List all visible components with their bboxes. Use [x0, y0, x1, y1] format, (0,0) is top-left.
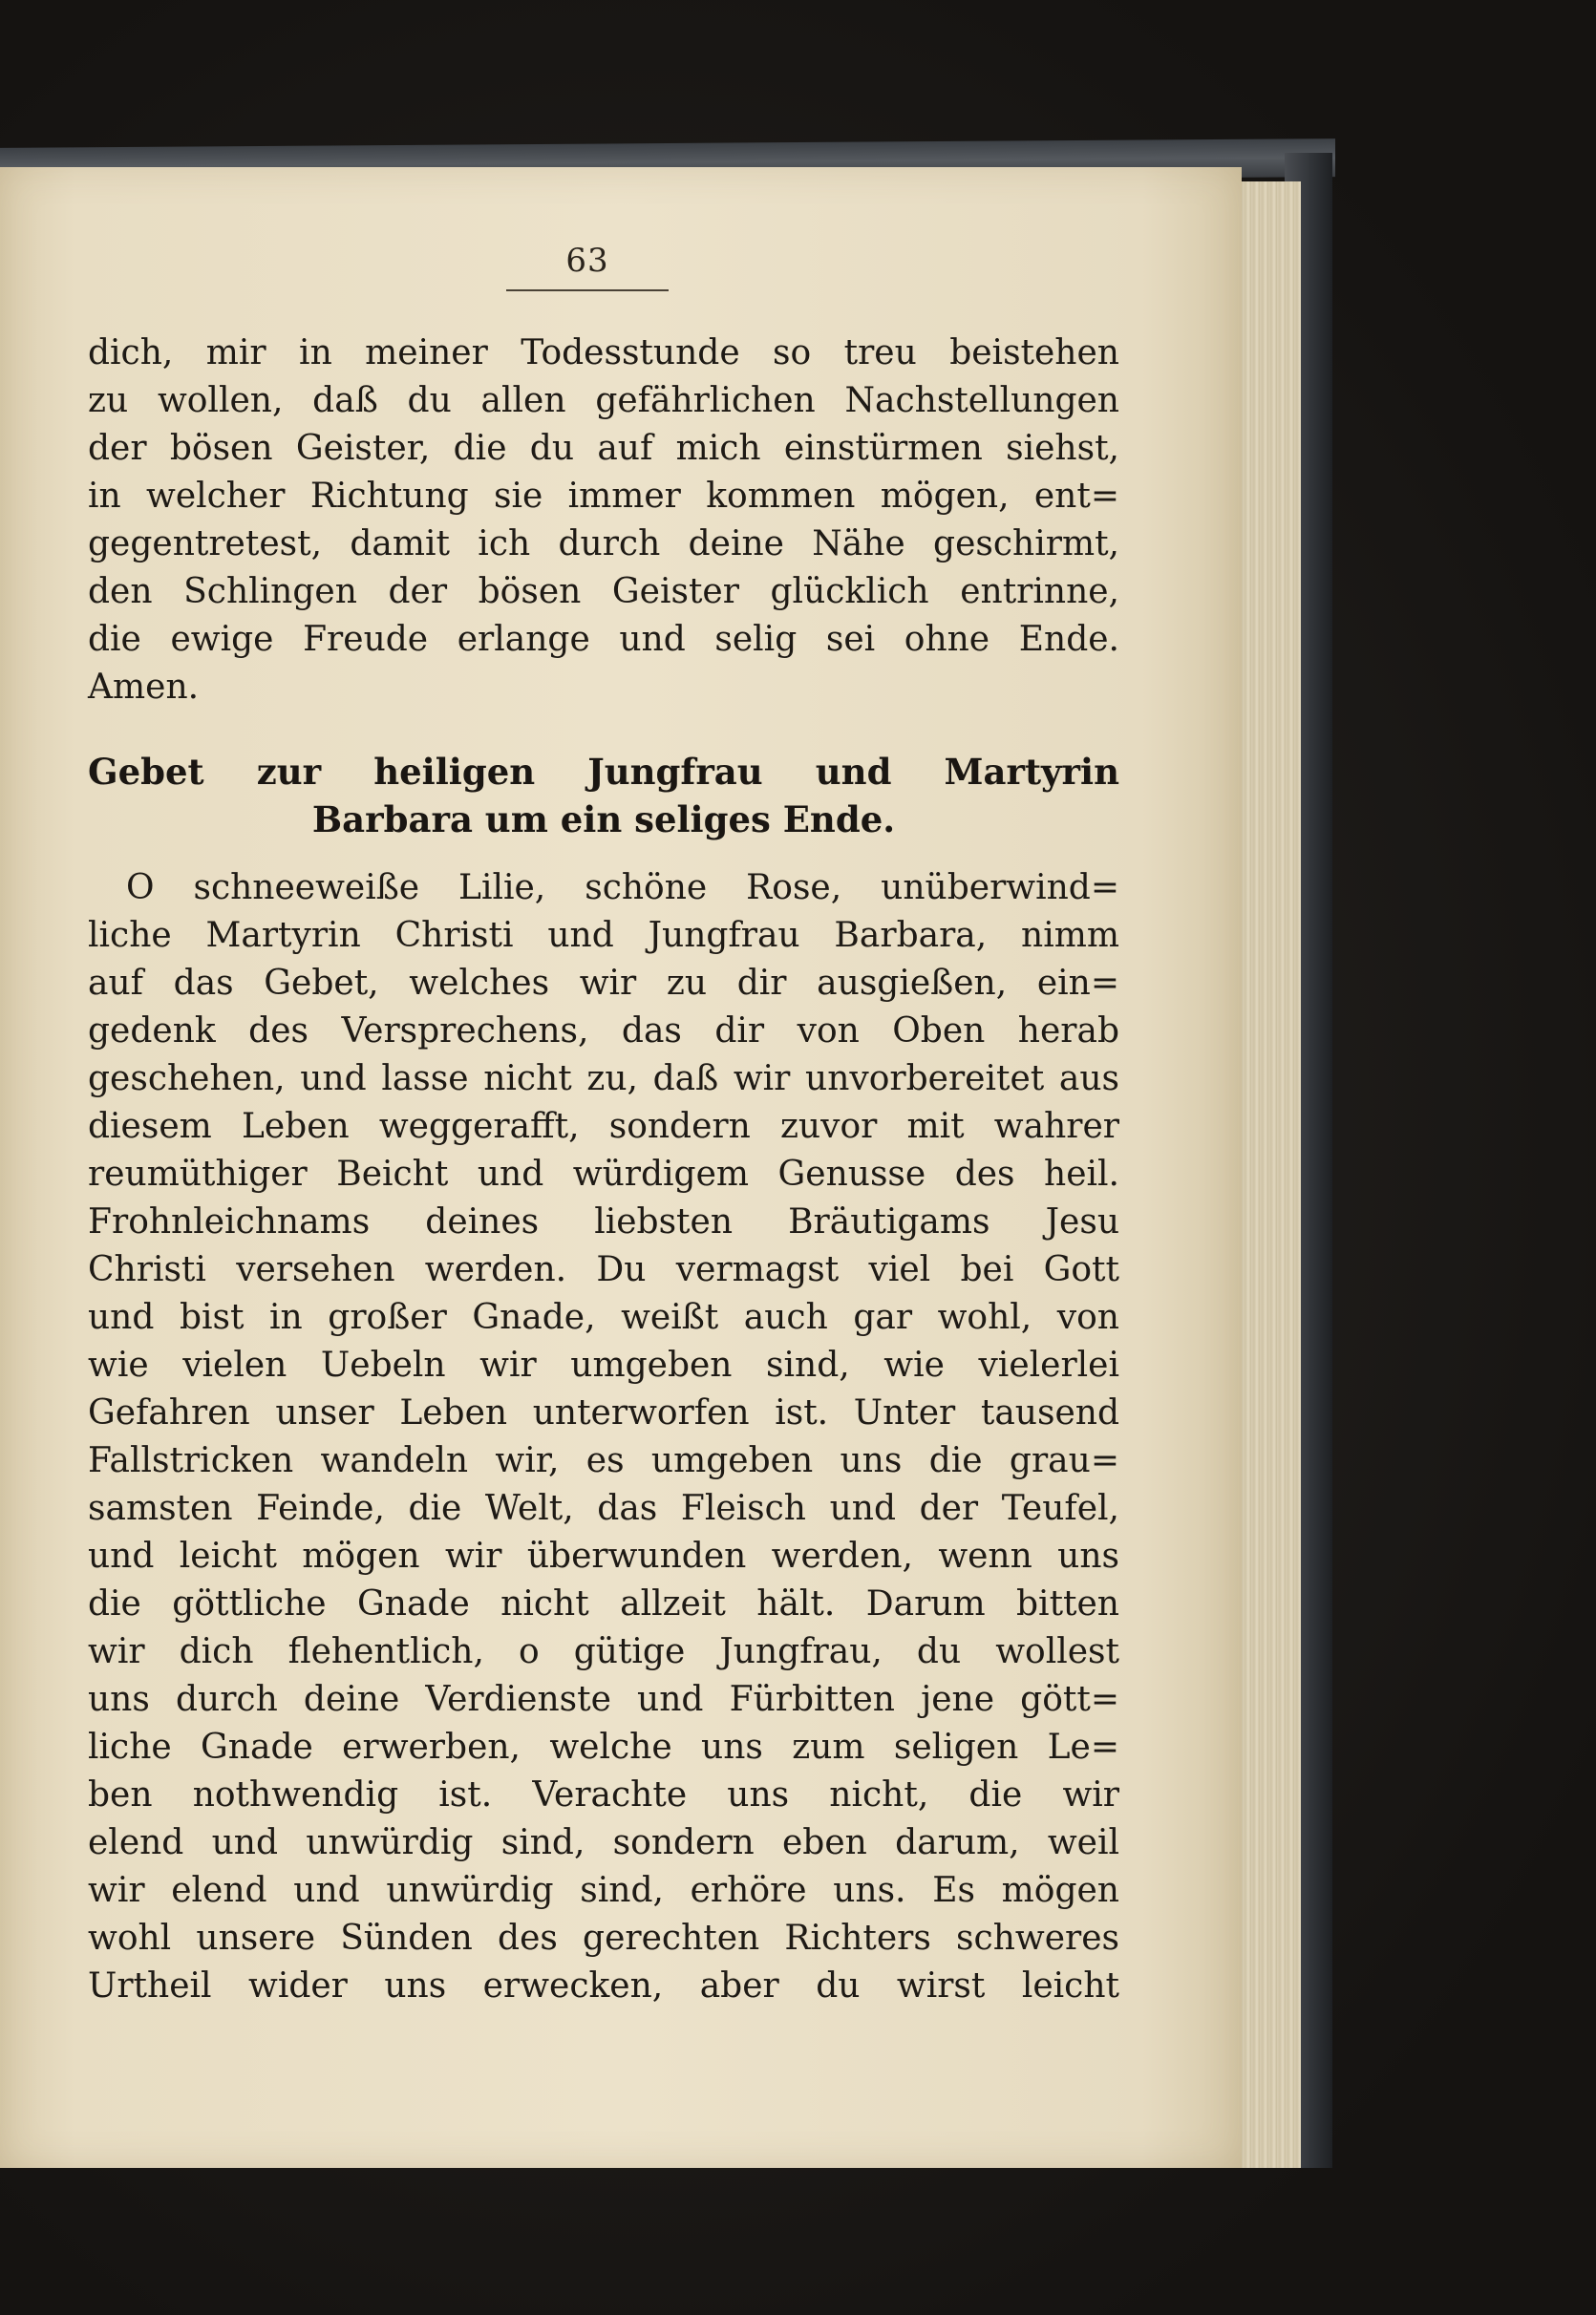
text-line: ben nothwendig ist. Verachte uns nicht, die wir: [88, 1775, 1119, 1815]
text-line: Urtheil wider uns erwecken, aber du wirst leicht: [88, 1966, 1119, 2006]
text-line: O schneeweiße Lilie, schöne Rose, unüberwind=: [126, 868, 1119, 907]
text-line: wir dich flehentlich, o gütige Jungfrau, du wollest: [88, 1632, 1119, 1671]
page-number: 63: [565, 242, 609, 280]
text-line: samsten Feinde, die Welt, das Fleisch und der Teufel,: [88, 1489, 1119, 1528]
text-line: Fallstricken wandeln wir, es umgeben uns die grau=: [88, 1441, 1119, 1480]
text-line: wohl unsere Sünden des gerechten Richters schweres: [88, 1919, 1119, 1958]
text-line: uns durch deine Verdienste und Fürbitten jene gött=: [88, 1680, 1119, 1719]
text-line: in welcher Richtung sie immer kommen mögen, ent=: [88, 477, 1119, 516]
text-line: diesem Leben weggerafft, sondern zuvor mit wahrer: [88, 1107, 1119, 1146]
text-line: zu wollen, daß du allen gefährlichen Nachstellungen: [88, 381, 1119, 420]
text-line: geschehen, und lasse nicht zu, daß wir unvorbereitet aus: [88, 1059, 1119, 1098]
heading-line: Barbara um ein seliges Ende.: [311, 798, 896, 840]
page-edges: [1234, 181, 1301, 2168]
text-line: gedenk des Versprechens, das dir von Oben herab: [88, 1011, 1119, 1051]
prayer-heading: [88, 748, 1119, 843]
text-line: und bist in großer Gnade, weißt auch gar wohl, von: [88, 1298, 1119, 1337]
text-line: Frohnleichnams deines liebsten Bräutigams Jesu: [88, 1202, 1119, 1242]
text-line: wie vielen Uebeln wir umgeben sind, wie vielerlei: [88, 1346, 1119, 1385]
text-line: wir elend und unwürdig sind, erhöre uns. Es mögen: [88, 1871, 1119, 1910]
text-line: reumüthiger Beicht und würdigem Genusse des heil.: [88, 1155, 1119, 1194]
text-line: dich, mir in meiner Todesstunde so treu beistehen: [88, 333, 1119, 372]
text-line: Amen.: [88, 668, 200, 707]
text-line: elend und unwürdig sind, sondern eben darum, weil: [88, 1823, 1119, 1862]
text-line: auf das Gebet, welches wir zu dir ausgießen, ein=: [88, 964, 1119, 1003]
page-number-rule: [506, 289, 669, 291]
text-line: den Schlingen der bösen Geister glücklich entrinne,: [88, 572, 1119, 611]
text-line: die göttliche Gnade nicht allzeit hält. Darum bitten: [88, 1584, 1119, 1624]
text-line: der bösen Geister, die du auf mich einstürmen siehst,: [88, 429, 1119, 468]
paragraph-2: [88, 864, 1119, 2010]
text-line: Christi versehen werden. Du vermagst viel bei Gott: [88, 1250, 1119, 1289]
heading-line: Gebet zur heiligen Jungfrau und Martyrin: [88, 751, 1119, 793]
text-line: Gefahren unser Leben unterworfen ist. Unter tausend: [88, 1393, 1119, 1433]
text-line: liche Gnade erwerben, welche uns zum seligen Le=: [88, 1728, 1119, 1767]
text-line: gegentretest, damit ich durch deine Nähe geschirmt,: [88, 524, 1119, 563]
text-line: die ewige Freude erlange und selig sei ohne Ende.: [88, 620, 1119, 659]
paragraph-1: [88, 329, 1119, 711]
text-line: liche Martyrin Christi und Jungfrau Barbara, nimm: [88, 916, 1119, 955]
text-line: und leicht mögen wir überwunden werden, wenn uns: [88, 1537, 1119, 1576]
